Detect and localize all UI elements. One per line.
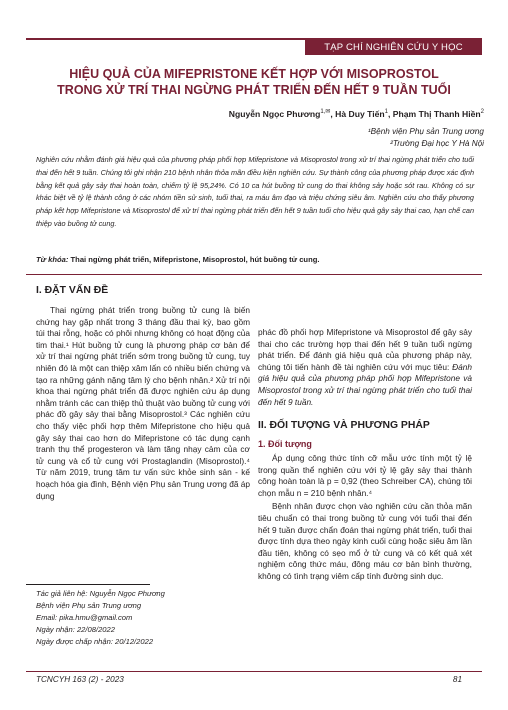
title-line-2: TRONG XỬ TRÍ THAI NGỪNG PHÁT TRIỂN ĐẾN HẾT 9 TUẦN TUỔI (57, 83, 451, 97)
section-2-paragraph-1: Áp dụng công thức tính cỡ mẫu ước tính một tỷ lệ trong quần thể nghiên cứu với tỷ lệ gây sảy thai thành công hoàn toàn là p = 0,92 (theo Schreiber CA), chúng tôi chọn mẫu n = 210 bệnh nhân.⁴ (258, 453, 472, 498)
author-3-sup: 2 (480, 109, 484, 115)
section-1-paragraph-2 (258, 327, 472, 408)
author-1-sup: 1, (320, 109, 326, 115)
author-1-mail-icon: ✉ (325, 109, 331, 115)
corresponding-affiliation: Bệnh viện Phụ sản Trung ương (36, 601, 142, 610)
title-line-1: HIỆU QUẢ CỦA MIFEPRISTONE KẾT HỢP VỚI MISOPROSTOL (69, 67, 439, 81)
affiliation-2: ²Trường Đại học Y Hà Nội (390, 139, 484, 148)
keywords-label: Từ khóa: (36, 255, 69, 264)
subsection-heading: 1. Đối tượng (258, 439, 312, 449)
article-title (26, 66, 482, 98)
author-3: Phạm Thị Thanh Hiền (392, 108, 481, 119)
keywords-text: Thai ngừng phát triển, Mifepristone, Misoprostol, hút buồng tử cung. (70, 255, 320, 264)
footnotes (36, 588, 256, 648)
study-objective: Đánh giá hiệu quả của phương pháp phối hợp Mifepristone và Misoprostol trong xử trí thai ngừng phát triển cho tuổi thai đến hết 9 tuần. (258, 361, 472, 407)
left-column (36, 305, 250, 502)
contact-email: Email: pika.hmu@gmail.com (36, 613, 133, 622)
right-column-top (258, 327, 472, 408)
section-2-heading: II. ĐỐI TƯỢNG VÀ PHƯƠNG PHÁP (258, 420, 430, 431)
affiliation-1: ¹Bệnh viện Phụ sản Trung ương (367, 127, 484, 136)
footnote-rule (26, 584, 150, 585)
abstract: Nghiên cứu nhằm đánh giá hiệu quả của phương pháp phối hợp Mifepristone và Misoprostol trong xử trí thai ngừng phát triển cho tuổi thai đến hết 9 tuần. Chúng tôi ghi nhận 210 bệnh nhân thỏa mãn điều kiện nghiên cứu. Sự thành công của phương pháp được xác định bằng kết quả gây sảy thai hoàn toàn, chiếm tỷ lệ 95,24%. Có 10 ca hút buồng tử cung do thai không sảy hoặc sót rau. Không có sự khác biệt về tỷ lệ thành công ở các nhóm tiền sử sinh, tuổi thai, ra máu âm đạo và triệu chứng siêu âm. Nghiên cứu cho thấy phương pháp kết hợp Mifepristone và Misoprostol để xử trí thai ngừng phát triển đến hết 9 tuần tuổi cho hiệu quả gây sảy thai cao, hạn chế can thiệp vào buồng tử cung. (36, 155, 474, 228)
author-2-sup: 1 (384, 109, 389, 115)
journal-citation: TCNCYH 163 (2) - 2023 (36, 675, 124, 684)
author-2: Hà Duy Tiến (335, 108, 385, 119)
section-1-heading: I. ĐẶT VẤN ĐỀ (36, 285, 109, 296)
corresponding-author: Tác giả liên hệ: Nguyễn Ngọc Phương (36, 589, 165, 598)
received-date: Ngày nhận: 22/08/2022 (36, 625, 115, 634)
keywords (36, 255, 474, 264)
accepted-date: Ngày được chấp nhận: 20/12/2022 (36, 637, 154, 646)
section-2-paragraph-2: Bệnh nhân được chọn vào nghiên cứu cần thỏa mãn tiêu chuẩn có thai trong buồng tử cung với tuổi thai đến hết 9 tuần được chẩn đoán thai ngừng phát triển, tuổi thai được tính dựa theo ngày kinh cuối cùng hoặc siêu âm lần đầu tiên, không có sẹo mổ ở tử cung và có kết quả xét nghiệm công thức máu, đông máu cơ bản bình thường, không có tình trạng viêm cấp tính đường sinh dục. (258, 501, 472, 581)
journal-name: TẠP CHÍ NGHIÊN CỨU Y HỌC (324, 42, 463, 53)
section-separator (26, 274, 482, 275)
section-1-paragraph-1: Thai ngừng phát triển trong buồng tử cung là biến chứng hay gặp nhất trong 3 tháng đầu thai kỳ, bao gồm túi thai rỗng, hoặc có phôi nhưng không có hoạt động của tim thai.¹ Hút buồng tử cung là phương pháp cơ bản để xử trí thai ngừng phát triển sớm trong buồng tử cung, tuy nhiên đó là một can thiệp xâm lấn có nhiều biến chứng và tạo ra những gánh nặng tâm lý cho bệnh nhân.² Xử trí nội khoa thai ngừng phát triển đã được nghiên cứu áp dụng nhằm tránh các can thiệp thủ thuật vào buồng tử cung với phác đồ gây sảy thai bằng Misoprostol.³ Các nghiên cứu cho thấy việc phối hợp thêm Mifepristone cho hiệu quả gây sảy thai cao hơn do Mifepristone có tác dụng cạnh tranh thụ thể progesteron và làm tăng nhạy cảm của cơ tử cung và cổ tử cung với Prostaglandin (Misoprostol).⁴ Từ năm 2019, trung tâm tư vấn sức khỏe sinh sản - kế hoạch hóa gia đình, Bệnh viện Phụ sản Trung ương đã áp dụng (36, 305, 250, 501)
section-1-paragraph-2-text: phác đồ phối hợp Mifepristone và Misoprostol để gây sảy thai cho các trường hợp thai đến hết 9 tuần tuổi ngừng phát triển. Để đánh giá hiệu quả của phương pháp này, chúng tôi tiến hành đề tài nghiên cứu với mục tiêu: (258, 327, 472, 372)
right-column-bottom (258, 453, 472, 583)
page-number: 81 (452, 675, 462, 684)
author-list: Nguyễn Ngọc Phương$^{1,✉}$, Hà Duy Tiến$^1$, Phạm Thị Thanh Hiền$^2$ (228, 108, 484, 119)
author-1: Nguyễn Ngọc Phương (228, 108, 321, 119)
footer-rule (26, 671, 482, 672)
